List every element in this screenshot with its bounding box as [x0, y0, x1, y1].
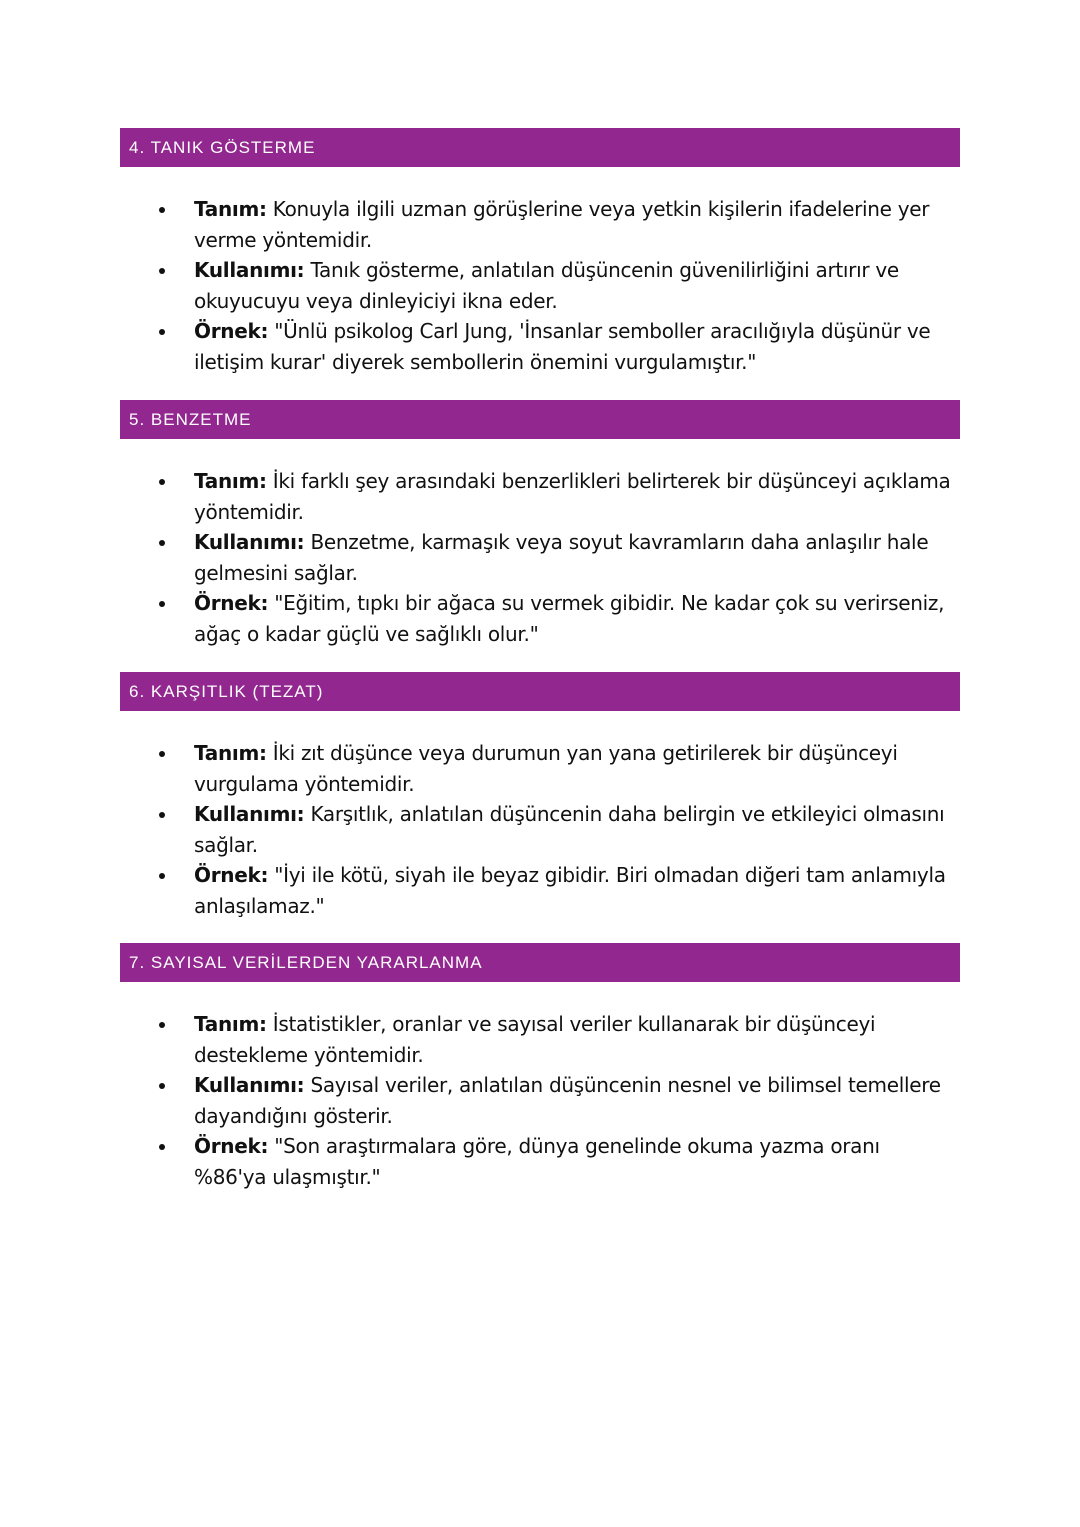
- item-label: Örnek:: [194, 863, 269, 887]
- item-label: Tanım:: [194, 1012, 267, 1036]
- section-karsitlik: [120, 672, 960, 921]
- item-label: Tanım:: [194, 469, 267, 493]
- item-text: Konuyla ilgili uzman görüşlerine veya yetkin kişilerin ifadelerine yer verme yöntemidir.: [194, 197, 930, 252]
- section-heading: 7. SAYISAL VERİLERDEN YARARLANMA: [120, 943, 960, 982]
- item-label: Tanım:: [194, 197, 267, 221]
- item-label: Örnek:: [194, 1134, 269, 1158]
- section-heading: 5. BENZETME: [120, 400, 960, 439]
- item-text: "İyi ile kötü, siyah ile beyaz gibidir. Biri olmadan diğeri tam anlamıyla anlaşılamaz.": [194, 863, 946, 918]
- item-label: Kullanımı:: [194, 1073, 305, 1097]
- item-text: İstatistikler, oranlar ve sayısal veriler kullanarak bir düşünceyi destekleme yöntemidir.: [194, 1012, 876, 1067]
- item-text: "Ünlü psikolog Carl Jung, 'İnsanlar semboller aracılığıyla düşünür ve iletişim kurar' diyerek sembollerin önemini vurgulamıştır.": [194, 319, 931, 374]
- item-label: Tanım:: [194, 741, 267, 765]
- list-item: [120, 1070, 960, 1131]
- item-text: "Eğitim, tıpkı bir ağaca su vermek gibidir. Ne kadar çok su verirseniz, ağaç o kadar güçlü ve sağlıklı olur.": [194, 591, 945, 646]
- item-label: Örnek:: [194, 319, 269, 343]
- section-tanik-gosterme: [120, 128, 960, 377]
- list-item: [120, 860, 960, 921]
- item-text: Karşıtlık, anlatılan düşüncenin daha belirgin ve etkileyici olmasını sağlar.: [194, 802, 945, 857]
- list-item: [120, 588, 960, 649]
- item-text: İki farklı şey arasındaki benzerlikleri belirterek bir düşünceyi açıklama yöntemidir.: [194, 469, 951, 524]
- list-item: [120, 799, 960, 860]
- section-heading: 6. KARŞITLIK (TEZAT): [120, 672, 960, 711]
- list-item: [120, 194, 960, 255]
- item-label: Kullanımı:: [194, 802, 305, 826]
- bullet-list: [120, 194, 960, 377]
- item-label: Örnek:: [194, 591, 269, 615]
- list-item: [120, 527, 960, 588]
- list-item: [120, 255, 960, 316]
- item-label: Kullanımı:: [194, 530, 305, 554]
- list-item: [120, 1131, 960, 1192]
- bullet-list: [120, 1009, 960, 1192]
- bullet-list: [120, 466, 960, 649]
- item-text: Tanık gösterme, anlatılan düşüncenin güvenilirliğini artırır ve okuyucuyu veya dinleyiciyi ikna eder.: [194, 258, 899, 313]
- item-text: "Son araştırmalara göre, dünya genelinde okuma yazma oranı %86'ya ulaşmıştır.": [194, 1134, 880, 1189]
- item-text: İki zıt düşünce veya durumun yan yana getirilerek bir düşünceyi vurgulama yöntemidir.: [194, 741, 898, 796]
- item-text: Sayısal veriler, anlatılan düşüncenin nesnel ve bilimsel temellere dayandığını gösterir.: [194, 1073, 941, 1128]
- list-item: [120, 738, 960, 799]
- section-heading: 4. TANIK GÖSTERME: [120, 128, 960, 167]
- list-item: [120, 1009, 960, 1070]
- list-item: [120, 316, 960, 377]
- section-sayisal-veriler: [120, 943, 960, 1192]
- list-item: [120, 466, 960, 527]
- section-benzetme: [120, 400, 960, 649]
- item-label: Kullanımı:: [194, 258, 305, 282]
- bullet-list: [120, 738, 960, 921]
- item-text: Benzetme, karmaşık veya soyut kavramların daha anlaşılır hale gelmesini sağlar.: [194, 530, 929, 585]
